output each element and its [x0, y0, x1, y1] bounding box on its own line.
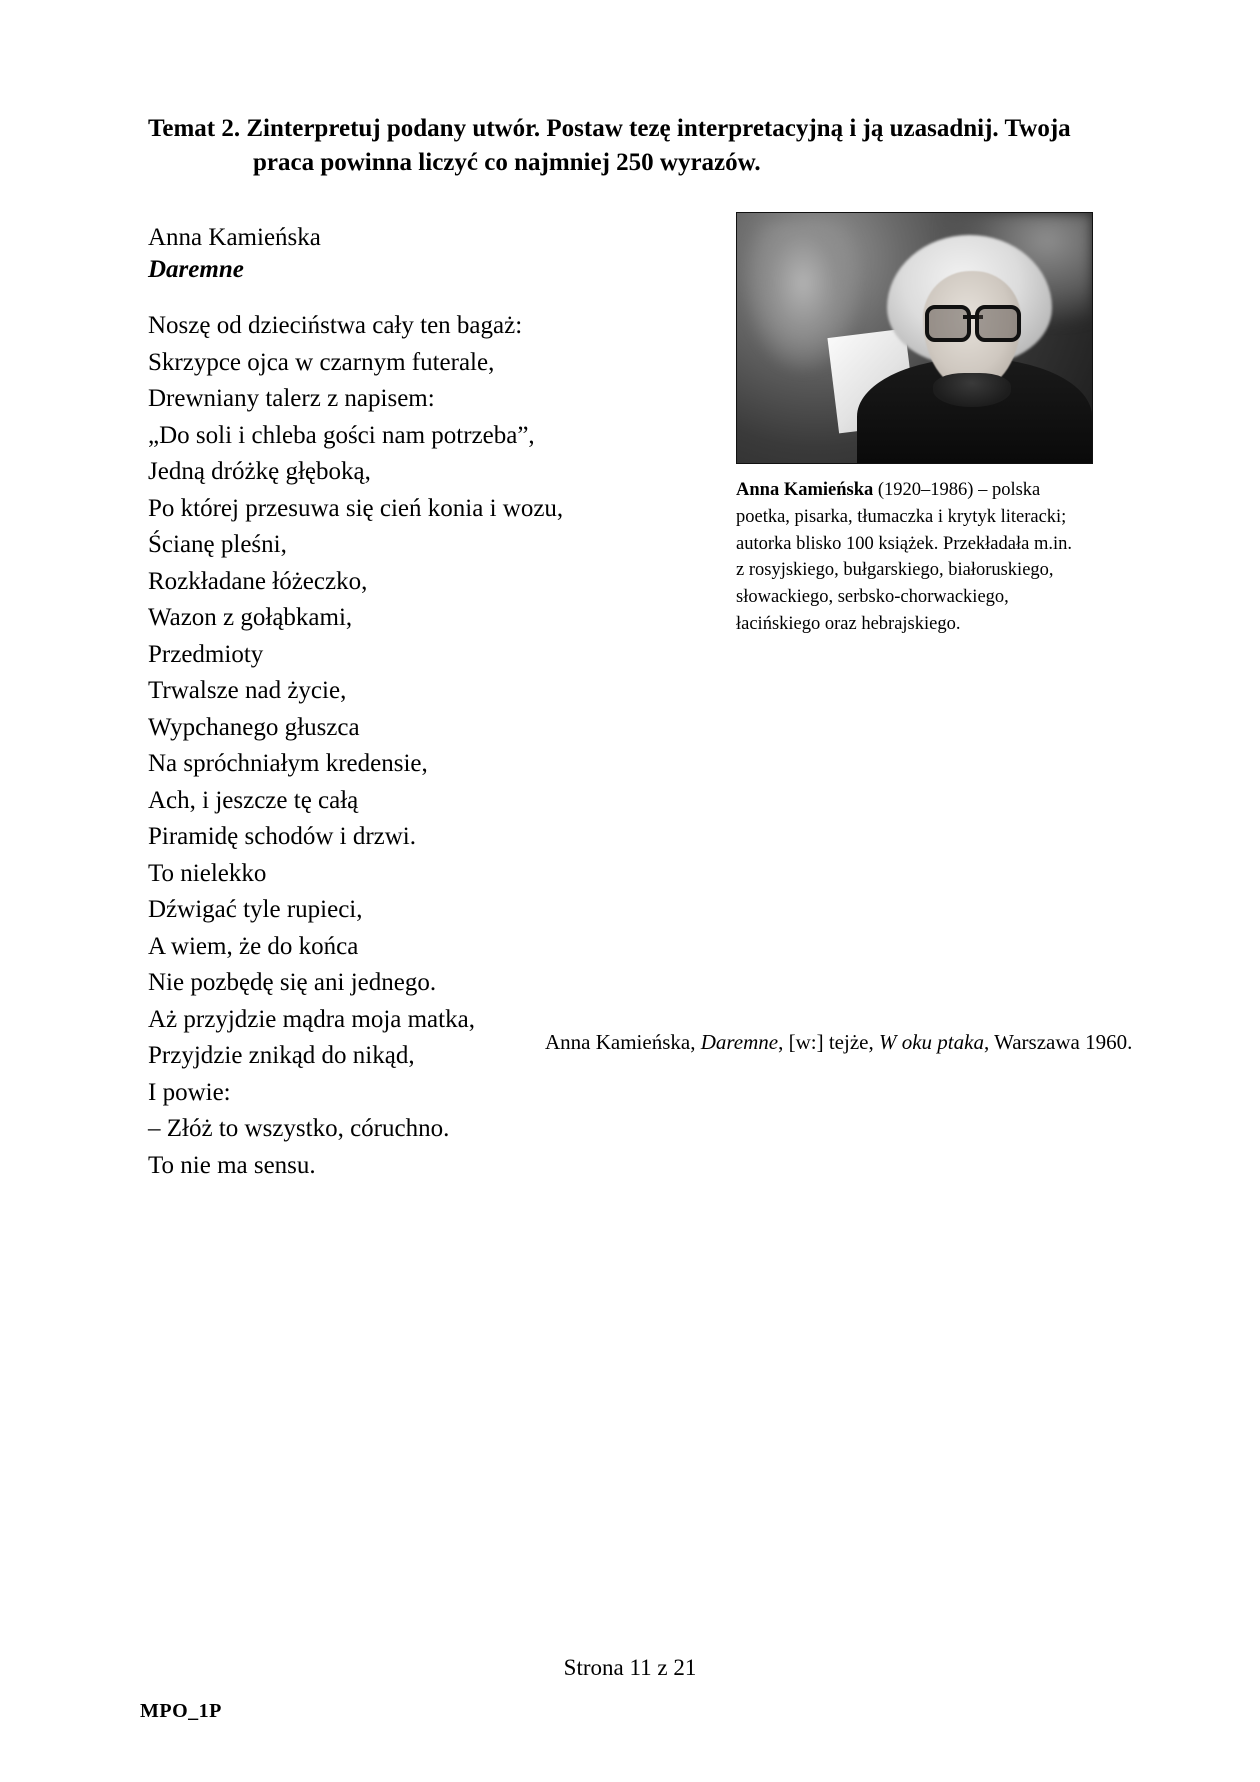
poem-title: Daremne [148, 256, 244, 283]
source-prefix: Anna Kamieńska, [545, 1030, 701, 1054]
task-heading-line1: Temat 2. Zinterpretuj podany utwór. Postaw tezę interpretacyjną i ją uzasadnij. Twoja [148, 115, 1071, 142]
portrait-caption-text: (1920–1986) – polska poetka, pisarka, tłumaczka i krytyk literacki; autorka blisko 100 książek. Przekładała m.in. z rosyjskiego, bułgarskiego, białoruskiego, słowackiego, serbsko-chorwackiego, łacińskiego oraz hebrajskiego. [736, 480, 1072, 635]
source-attribution [545, 1030, 1145, 1055]
portrait-figure [736, 212, 1091, 638]
poem-line: I powie: [148, 1078, 231, 1106]
poem-line: Jedną dróżkę głęboką, [148, 458, 371, 485]
poem-line: Trwalsze nad życie, [148, 677, 347, 704]
poem-line: Ścianę pleśni, [148, 531, 287, 558]
task-heading-line2: praca powinna liczyć co najmniej 250 wyrazów. [253, 148, 761, 176]
poem-line: Skrzypce ojca w czarnym futerale, [148, 348, 495, 376]
poem-line: Wazon z gołąbkami, [148, 604, 353, 631]
poem-line: To nie ma sensu. [148, 1151, 316, 1179]
poem-line: To nielekko [148, 859, 267, 887]
source-suffix: , Warszawa 1960. [983, 1030, 1133, 1054]
poem-line: Noszę od dzieciństwa cały ten bagaż: [148, 312, 523, 339]
anna-kamienska-photo [736, 212, 1093, 464]
source-book-title: W oku ptaka [878, 1030, 984, 1054]
poem-line: – Złóż to wszystko, córuchno. [148, 1115, 450, 1142]
poem-author: Anna Kamieńska [148, 224, 321, 251]
document-code: MPO_1P [140, 1700, 222, 1722]
poem-line: A wiem, że do końca [148, 932, 359, 960]
glasses-icon [925, 305, 1021, 335]
portrait-caption-name: Anna Kamieńska [736, 480, 874, 500]
poem-line: Nie pozbędę się ani jednego. [148, 969, 437, 996]
poem-line: Przyjdzie znikąd do nikąd, [148, 1042, 415, 1069]
glasses-right-lens [975, 305, 1021, 342]
photo-collar [933, 373, 1011, 407]
poem-line: Drewniany talerz z napisem: [148, 385, 435, 412]
source-work-title: Daremne [700, 1030, 779, 1054]
poem-line: Przedmioty [148, 640, 264, 668]
poem-line: Aż przyjdzie mądra moja matka, [148, 1005, 475, 1033]
poem-line: Ach, i jeszcze tę całą [148, 786, 359, 814]
portrait-caption [736, 477, 1084, 638]
poem-line: Dźwigać tyle rupieci, [148, 896, 363, 923]
poem-line: Piramidę schodów i drzwi. [148, 823, 417, 850]
poem-line: Wypchanego głuszca [148, 713, 360, 741]
poem-line: Rozkładane łóżeczko, [148, 567, 368, 595]
page-number: Strona 11 z 21 [563, 1655, 697, 1680]
poem-line: „Do soli i chleba gości nam potrzeba”, [148, 421, 535, 449]
poem-line: Na spróchniałym kredensie, [148, 750, 428, 777]
glasses-left-lens [925, 305, 971, 342]
task-heading [148, 112, 1108, 180]
poem-line: Po której przesuwa się cień konia i wozu, [148, 494, 564, 522]
source-middle: , [w:] tejże, [778, 1030, 879, 1054]
